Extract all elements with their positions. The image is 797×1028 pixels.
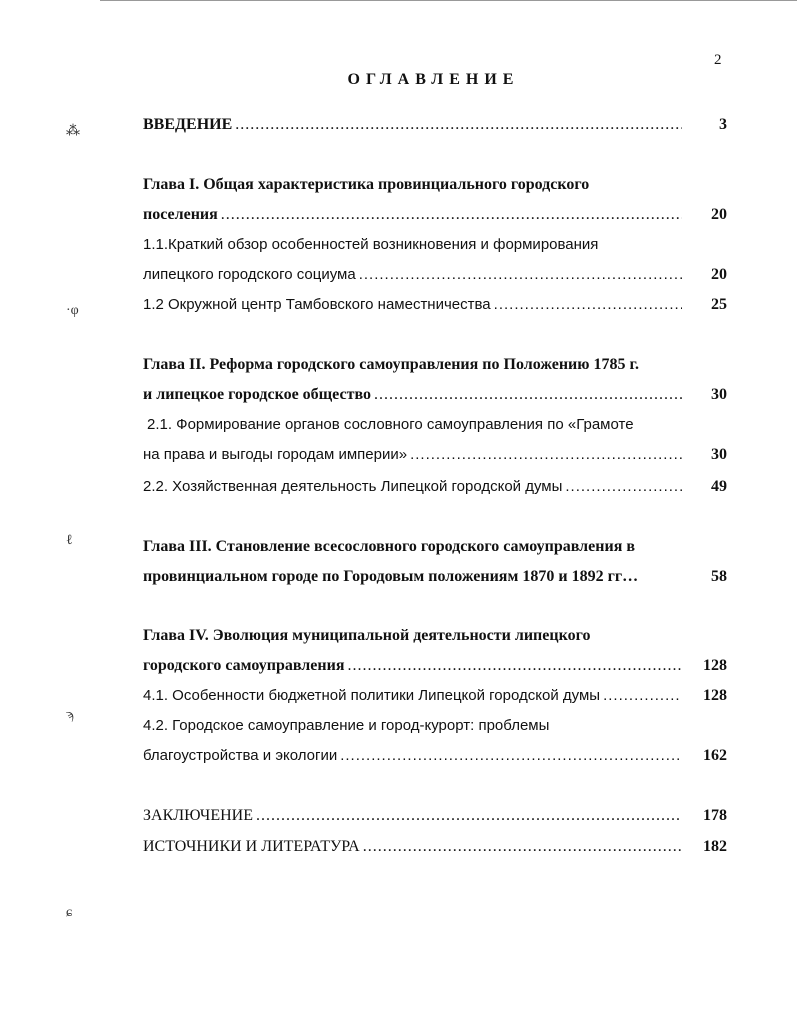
- margin-mark: ɕ: [66, 905, 73, 920]
- toc-page-number: 58: [711, 568, 727, 585]
- page-number: 2: [714, 52, 722, 68]
- toc-section-4-2-line1: 4.2. Городское самоуправление и город-курорт: проблемы: [143, 717, 550, 734]
- toc-entry-section-2-1[interactable]: [143, 445, 727, 465]
- toc-page-number: 30: [711, 386, 727, 403]
- margin-mark: ℓ: [66, 533, 73, 548]
- dot-leader: [603, 686, 682, 706]
- dot-leader: [410, 445, 682, 465]
- toc-entry-label: липецкого городского социума: [143, 266, 356, 283]
- toc-entry-label: ИСТОЧНИКИ И ЛИТЕРАТУРА: [143, 838, 360, 855]
- dot-leader: [221, 205, 682, 225]
- toc-entry-section-2-2[interactable]: [143, 477, 727, 497]
- dot-leader: [363, 837, 682, 857]
- toc-section-1-1-line1: 1.1.Краткий обзор особенностей возникновения и формирования: [143, 236, 599, 253]
- dot-leader: [565, 477, 682, 497]
- dot-leader: [256, 806, 682, 826]
- margin-mark: ·φ: [66, 303, 79, 318]
- toc-page-number: 128: [703, 657, 727, 674]
- toc-page-number: 128: [703, 687, 727, 704]
- toc-page-number: 162: [703, 747, 727, 764]
- dot-leader: [359, 265, 682, 285]
- toc-entry-label: городского самоуправления: [143, 657, 345, 674]
- toc-chapter-2-line1: Глава II. Реформа городского самоуправления по Положению 1785 г.: [143, 356, 639, 373]
- toc-entry-conclusion[interactable]: [143, 806, 727, 826]
- toc-chapter-3-line1: Глава III. Становление всесословного городского самоуправления в: [143, 538, 635, 555]
- page-title: ОГЛАВЛЕНИЕ: [347, 71, 520, 88]
- dot-leader: [340, 746, 682, 766]
- toc-entry-label: поселения: [143, 206, 218, 223]
- toc-entry-chapter-1[interactable]: [143, 205, 727, 225]
- toc-entry-label: провинциальном городе по Городовым положениям 1870 и 1892 гг…: [143, 568, 639, 585]
- toc-entry-label: и липецкое городское общество: [143, 386, 371, 403]
- toc-entry-label: 1.2 Окружной центр Тамбовского наместничества: [143, 296, 491, 313]
- toc-entry-label: ЗАКЛЮЧЕНИЕ: [143, 807, 253, 824]
- toc-page-number: 49: [711, 478, 727, 495]
- dot-leader: [235, 115, 682, 135]
- toc-entry-label: 4.1. Особенности бюджетной политики Липецкой городской думы: [143, 687, 601, 704]
- dot-leader: [494, 295, 682, 315]
- toc-chapter-4-line1: Глава IV. Эволюция муниципальной деятельности липецкого: [143, 627, 591, 644]
- toc-entry-chapter-2[interactable]: [143, 385, 727, 405]
- toc-entry-label: ВВЕДЕНИЕ: [143, 116, 233, 133]
- toc-section-2-1-line1: 2.1. Формирование органов сословного самоуправления по «Грамоте: [147, 416, 634, 433]
- toc-entry-label: 2.2. Хозяйственная деятельность Липецкой городской думы: [143, 478, 563, 495]
- toc-chapter-1-line1: Глава I. Общая характеристика провинциального городского: [143, 176, 590, 193]
- toc-entry-label: благоустройства и экологии: [143, 747, 338, 764]
- toc-entry-section-1-1[interactable]: [143, 265, 727, 285]
- toc-page-number: 20: [711, 266, 727, 283]
- dot-leader: [374, 385, 682, 405]
- toc-page-number: 30: [711, 446, 727, 463]
- toc-page-number: 20: [711, 206, 727, 223]
- toc-entry-section-4-1[interactable]: [143, 686, 727, 706]
- toc-page-number: 3: [719, 116, 727, 133]
- toc-page-number: 182: [703, 838, 727, 855]
- toc-page-number: 178: [703, 807, 727, 824]
- toc-entry-section-1-2[interactable]: [143, 295, 727, 315]
- margin-mark: ϡ: [66, 708, 74, 723]
- margin-mark: ⁂: [66, 124, 80, 139]
- toc-entry-section-4-2[interactable]: [143, 746, 727, 766]
- toc-page-number: 25: [711, 296, 727, 313]
- toc-entry-chapter-4[interactable]: [143, 656, 727, 676]
- toc-entry-chapter-3[interactable]: [143, 567, 727, 587]
- scan-top-edge: [100, 0, 797, 1]
- toc-entry-intro[interactable]: [143, 115, 727, 135]
- toc-entry-label: на права и выгоды городам империи»: [143, 446, 408, 463]
- dot-leader: [347, 656, 682, 676]
- toc-entry-sources[interactable]: [143, 837, 727, 857]
